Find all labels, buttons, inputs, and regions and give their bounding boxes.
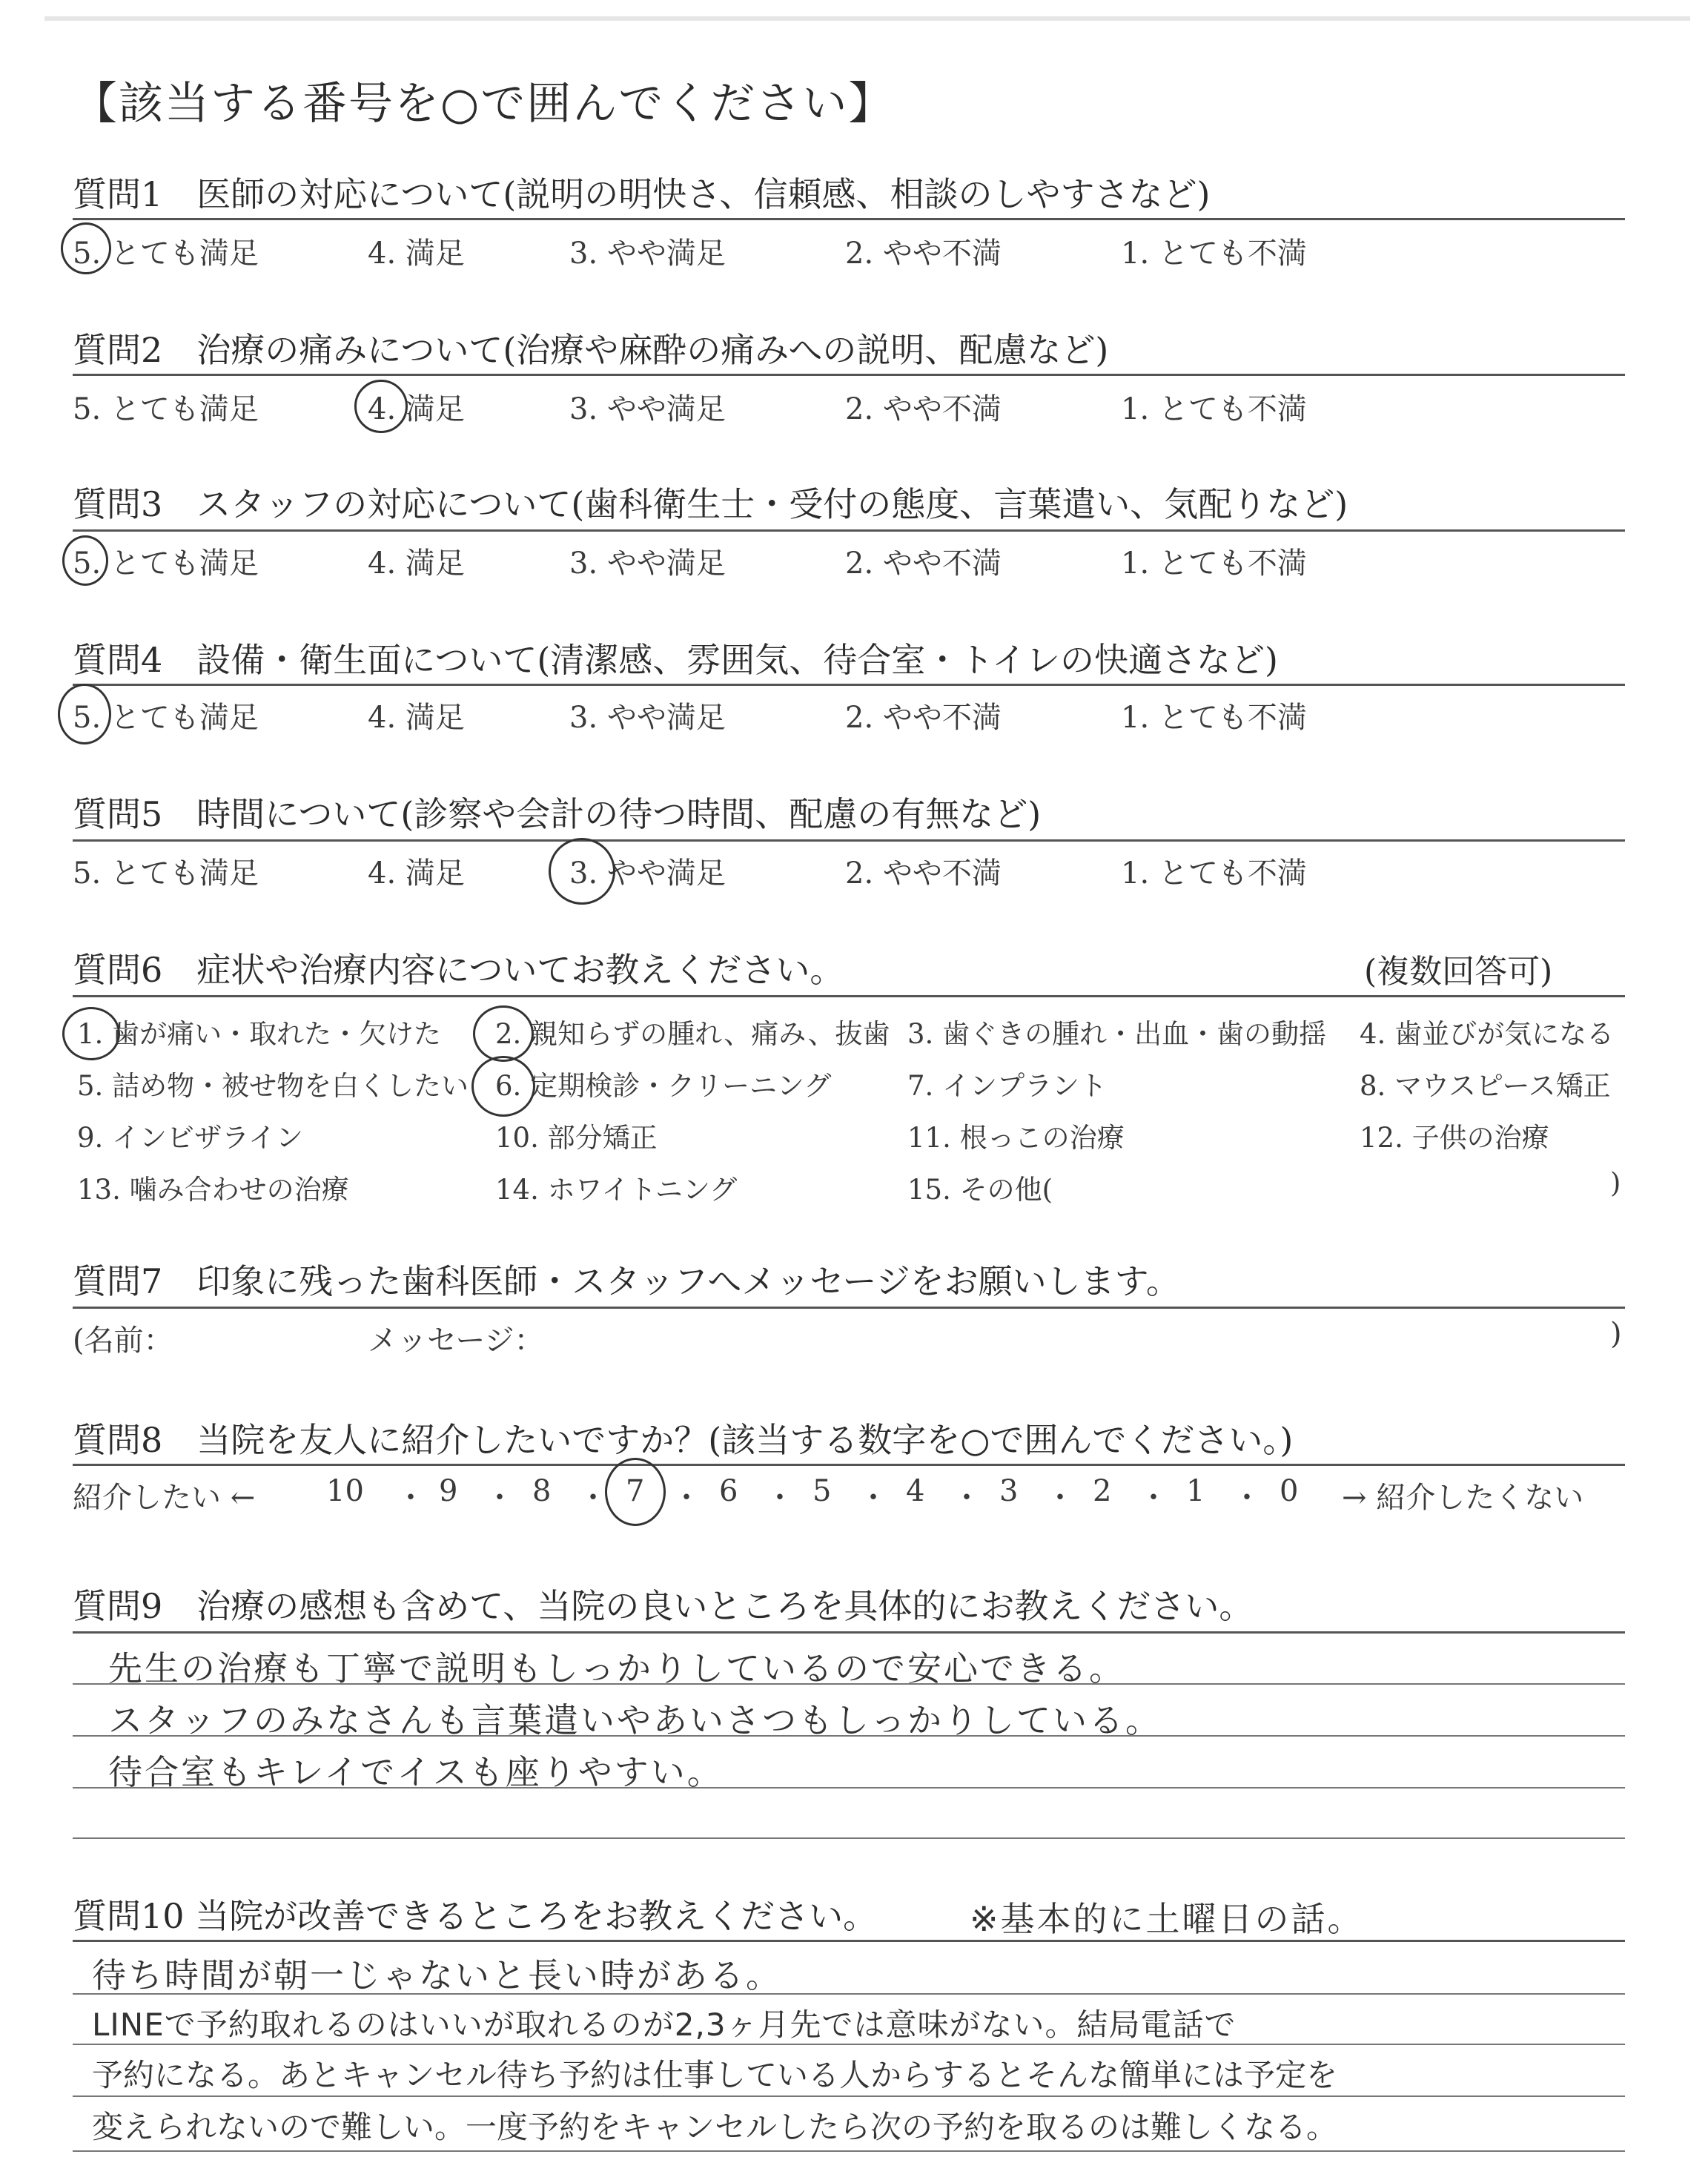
q7-name-label: (名前： <box>73 1324 173 1358</box>
q10-answer-line-3: 予約になる。あとキャンセル待ち予約は仕事している人からするとそんな簡単には予定を <box>92 2057 1338 2093</box>
q6-option-11[interactable]: 11. 根っこの治療 <box>907 1122 1125 1154</box>
q10-heading: 質問10 当院が改善できるところをお教えください。 <box>73 1896 878 1936</box>
q8-separator: ・ <box>672 1481 701 1515</box>
q10-line <box>73 2044 1625 2045</box>
q6-option-7[interactable]: 7. インプラント <box>907 1070 1108 1102</box>
q8-separator: ・ <box>858 1481 888 1515</box>
q5-option-5[interactable]: 5. とても満足 <box>73 856 259 891</box>
q8-scale-7[interactable]: 7 <box>626 1474 645 1508</box>
q5-option-2[interactable]: 2. やや不満 <box>845 856 1002 891</box>
q9-answer-line-3: 待合室もキレイでイスも座りやすい。 <box>108 1752 724 1792</box>
q10-handwritten-note: ※基本的に土曜日の話。 <box>970 1899 1364 1939</box>
q5-selected-circle <box>549 838 615 905</box>
q6-selected-circle-6 <box>471 1056 535 1117</box>
q4-heading: 質問4 設備・衛生面について(清潔感、雰囲気、待合室・トイレの快適さなど) <box>73 640 1278 680</box>
q3-selected-circle <box>62 535 108 586</box>
q6-heading: 質問6 症状や治療内容についてお教えください。 <box>73 950 844 990</box>
q6-option-14[interactable]: 14. ホワイトニング <box>495 1174 738 1206</box>
q9-line <box>73 1735 1625 1737</box>
q8-rule <box>73 1464 1625 1466</box>
q7-close: ) <box>1610 1317 1622 1351</box>
q6-selected-circle-2 <box>473 1005 534 1062</box>
q8-separator: ・ <box>578 1481 608 1515</box>
q9-heading: 質問9 治療の感想も含めて、当院の良いところを具体的にお教えください。 <box>73 1586 1254 1626</box>
q10-answer-line-1: 待ち時間が朝一じゃないと長い時がある。 <box>92 1955 782 1995</box>
q6-option-15[interactable]: 15. その他( <box>907 1174 1053 1206</box>
q1-option-5[interactable]: 5. とても満足 <box>73 237 259 271</box>
q6-selected-circle-1 <box>62 1007 120 1060</box>
q8-separator: ・ <box>396 1481 426 1515</box>
q4-option-5[interactable]: 5. とても満足 <box>73 701 259 735</box>
q8-scale-2[interactable]: 2 <box>1093 1474 1112 1508</box>
q2-option-4[interactable]: 4. 満足 <box>368 392 465 426</box>
q1-option-3[interactable]: 3. やや満足 <box>569 237 726 271</box>
q2-rule <box>73 374 1625 376</box>
q3-option-2[interactable]: 2. やや不満 <box>845 546 1002 581</box>
q2-option-2[interactable]: 2. やや不満 <box>845 392 1002 426</box>
q5-heading: 質問5 時間について(診察や会計の待つ時間、配慮の有無など) <box>73 794 1042 834</box>
q8-scale-9[interactable]: 9 <box>439 1474 458 1508</box>
q6-option-12[interactable]: 12. 子供の治療 <box>1360 1122 1549 1154</box>
q6-option-1[interactable]: 1. 歯が痛い・取れた・欠けた <box>77 1018 442 1050</box>
q4-option-3[interactable]: 3. やや満足 <box>569 701 726 735</box>
q5-option-1[interactable]: 1. とても不満 <box>1121 856 1307 891</box>
q3-option-5[interactable]: 5. とても満足 <box>73 546 259 581</box>
q5-option-4[interactable]: 4. 満足 <box>368 856 465 891</box>
q8-scale-8[interactable]: 8 <box>532 1474 552 1508</box>
q4-option-2[interactable]: 2. やや不満 <box>845 701 1002 735</box>
q4-selected-circle <box>58 684 111 744</box>
q8-separator: ・ <box>952 1481 982 1515</box>
q4-option-4[interactable]: 4. 満足 <box>368 701 465 735</box>
q5-option-3[interactable]: 3. やや満足 <box>569 856 726 891</box>
q8-scale-1[interactable]: 1 <box>1186 1474 1205 1508</box>
q2-option-3[interactable]: 3. やや満足 <box>569 392 726 426</box>
q9-rule <box>73 1631 1625 1634</box>
scan-top-edge <box>44 16 1690 21</box>
q9-line <box>73 1683 1625 1685</box>
q8-scale-3[interactable]: 3 <box>999 1474 1019 1508</box>
q9-line <box>73 1837 1625 1839</box>
q3-heading: 質問3 スタッフの対応について(歯科衛生士・受付の態度、言葉遣い、気配りなど) <box>73 484 1348 524</box>
q7-rule <box>73 1307 1625 1309</box>
q6-option-4[interactable]: 4. 歯並びが気になる <box>1360 1018 1615 1050</box>
q1-heading: 質問1 医師の対応について(説明の明快さ、信頼感、相談のしやすさなど) <box>73 174 1211 214</box>
q1-selected-circle <box>61 222 111 274</box>
q6-option-13[interactable]: 13. 噛み合わせの治療 <box>77 1174 349 1206</box>
q10-line <box>73 2150 1625 2152</box>
q8-separator: ・ <box>485 1481 514 1515</box>
q9-answer-line-2: スタッフのみなさんも言葉遣いやあいさつもしっかりしている。 <box>108 1700 1162 1740</box>
q8-scale-6[interactable]: 6 <box>719 1474 738 1508</box>
q2-option-5[interactable]: 5. とても満足 <box>73 392 259 426</box>
q6-option-9[interactable]: 9. インビザライン <box>77 1122 303 1154</box>
q8-separator: ・ <box>1045 1481 1075 1515</box>
q3-option-3[interactable]: 3. やや満足 <box>569 546 726 581</box>
q2-selected-circle <box>354 380 408 433</box>
q6-option-10[interactable]: 10. 部分矯正 <box>495 1122 658 1154</box>
q6-option-6[interactable]: 6. 定期検診・クリーニング <box>495 1070 832 1102</box>
q4-option-1[interactable]: 1. とても不満 <box>1121 701 1307 735</box>
q2-heading: 質問2 治療の痛みについて(治療や麻酔の痛みへの説明、配慮など) <box>73 330 1109 370</box>
q8-separator: ・ <box>765 1481 795 1515</box>
q8-scale-5[interactable]: 5 <box>812 1474 832 1508</box>
q1-option-1[interactable]: 1. とても不満 <box>1121 237 1307 271</box>
q8-scale-0[interactable]: 0 <box>1280 1474 1299 1508</box>
page-title: 【該当する番号を○で囲んでください】 <box>73 78 895 130</box>
q8-selected-circle <box>605 1458 666 1526</box>
q8-left-label: 紹介したい ← <box>73 1481 256 1515</box>
q6-rule <box>73 995 1625 997</box>
q10-answer-line-4: 変えられないので難しい。一度予約をキャンセルしたら次の予約を取るのは難しくなる。 <box>92 2109 1338 2145</box>
q6-option-2[interactable]: 2. 親知らずの腫れ、痛み、抜歯 <box>495 1018 890 1050</box>
q8-heading: 質問8 当院を友人に紹介したいですか？(該当する数字を○で囲んでください。) <box>73 1420 1294 1460</box>
q7-heading: 質問7 印象に残った歯科医師・スタッフへメッセージをお願いします。 <box>73 1261 1180 1301</box>
q10-line <box>73 2095 1625 2097</box>
q9-line <box>73 1787 1625 1789</box>
q10-rule <box>73 1940 1625 1942</box>
q10-line <box>73 1993 1625 1995</box>
q6-option-8[interactable]: 8. マウスピース矯正 <box>1360 1070 1611 1102</box>
q7-message-label: メッセージ： <box>368 1324 544 1358</box>
q1-rule <box>73 218 1625 220</box>
q10-answer-line-2: LINEで予約取れるのはいいが取れるのが2,3ヶ月先では意味がない。結局電話で <box>92 2007 1237 2043</box>
q8-scale-10[interactable]: 10 <box>326 1474 364 1508</box>
q6-option-5[interactable]: 5. 詰め物・被せ物を白くしたい <box>77 1070 469 1102</box>
q3-option-4[interactable]: 4. 満足 <box>368 546 465 581</box>
q6-option-3[interactable]: 3. 歯ぐきの腫れ・出血・歯の動揺 <box>907 1018 1327 1050</box>
q5-rule <box>73 839 1625 842</box>
q8-scale-4[interactable]: 4 <box>906 1474 925 1508</box>
q8-separator: ・ <box>1139 1481 1168 1515</box>
q6-option-15-close: ) <box>1610 1167 1621 1199</box>
q2-option-1[interactable]: 1. とても不満 <box>1121 392 1307 426</box>
q3-option-1[interactable]: 1. とても不満 <box>1121 546 1307 581</box>
q8-right-label: → 紹介したくない <box>1342 1481 1584 1515</box>
q9-answer-line-1: 先生の治療も丁寧で説明もしっかりしているので安心できる。 <box>108 1648 1125 1688</box>
q4-rule <box>73 684 1625 686</box>
q1-option-2[interactable]: 2. やや不満 <box>845 237 1002 271</box>
q3-rule <box>73 529 1625 532</box>
q8-separator: ・ <box>1232 1481 1262 1515</box>
q1-option-4[interactable]: 4. 満足 <box>368 237 465 271</box>
q6-multiple-note: (複数回答可) <box>1364 953 1553 991</box>
